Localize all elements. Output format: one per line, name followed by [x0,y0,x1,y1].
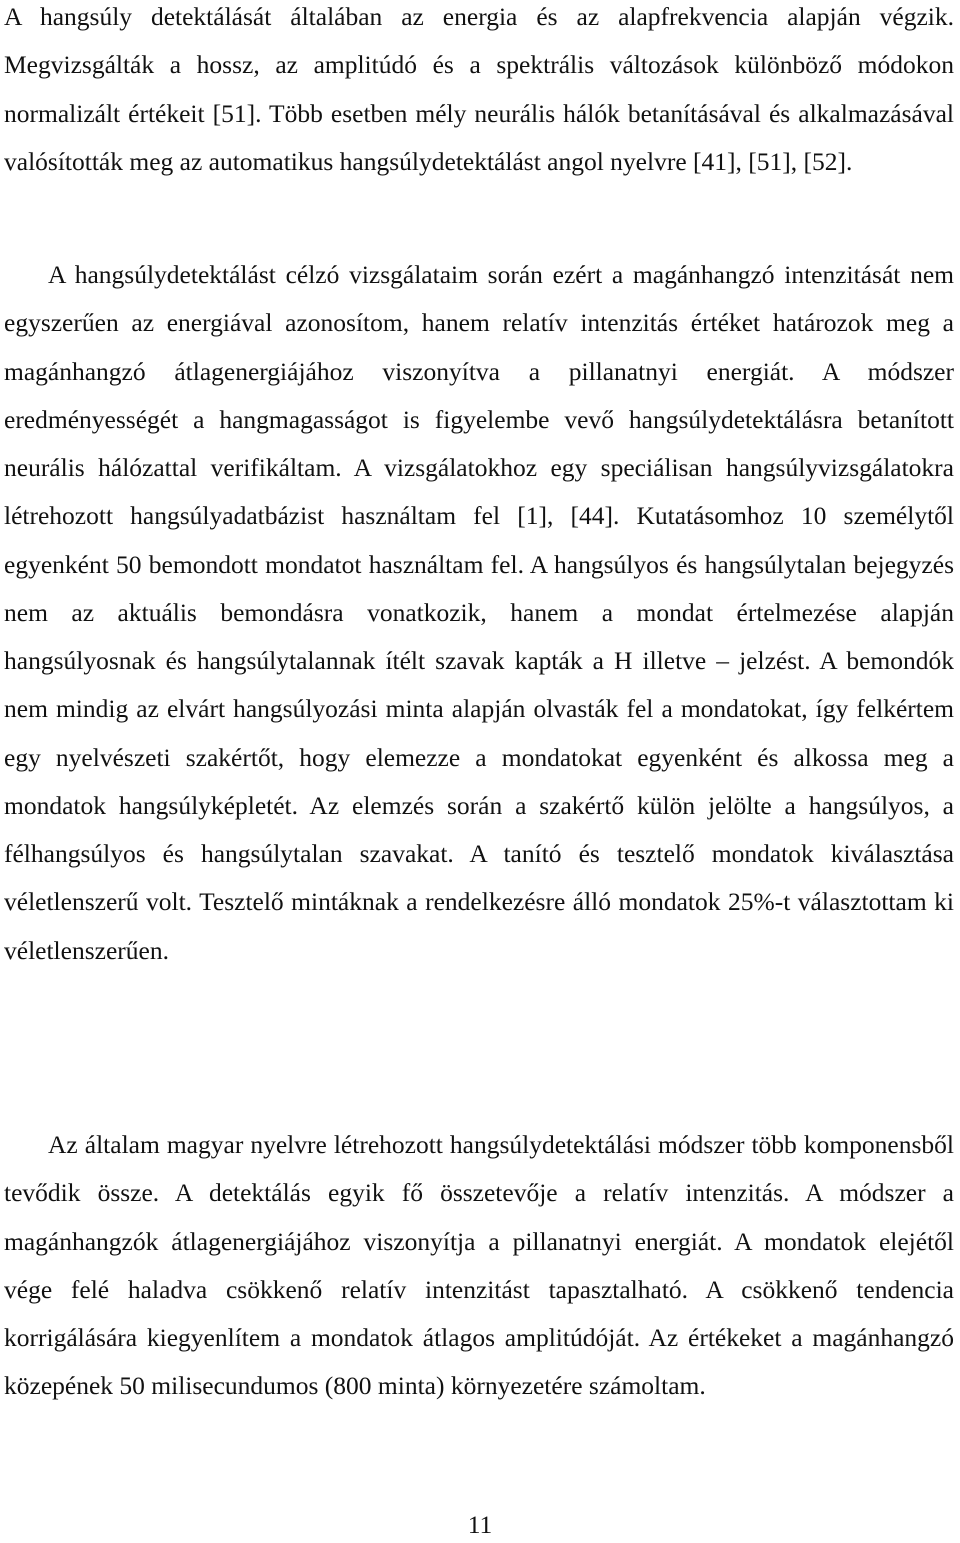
page-number: 11 [467,1510,493,1539]
paragraph-method-components: Az általam magyar nyelvre létrehozott hangsúlydetektálási módszer több komponensből tevődik össze. A detektálás egyik fő összetevője a relatív intenzitás. A módszer a magánhangzók átlagenergiájához viszonyítja a pillanatnyi energiát. A mondatok elejétől vége felé haladva csökkenő relatív intenzitást tapasztalható. A csökkenő tendencia korrigálására kiegyenlítem a mondatok átlagos amplitúdóját. Az értékeket a magánhangzó közepének 50 milisecundumos (800 minta) környezetére számoltam. [4,1130,954,1401]
paragraph-stress-detection-background: A hangsúly detektálását általában az energia és az alapfrekvencia alapján végzik. Megvizsgálták a hossz, az amplitúdó és a spektrális változások különböző módokon normalizált értékeit [51]. Több esetben mély neurális hálók betanításával és alkalmazásával valósították meg az automatikus hangsúlydetektálást angol nyelvre [41], [51], [52]. [4,2,954,176]
paragraph-own-investigation: A hangsúlydetektálást célzó vizsgálataim során ezért a magánhangzó intenzitását nem egyszerűen az energiával azonosítom, hanem relatív intenzitás értéket határozok meg a magánhangzó átlagenergiájához viszonyítva a pillanatnyi energiát. A módszer eredményességét a hangmagasságot is figyelembe vevő hangsúlydetektálásra betanított neurális hálózattal verifikáltam. A vizsgálatokhoz egy speciálisan hangsúlyvizsgálatokra létrehozott hangsúlyadatbázist használtam fel [1], [44]. Kutatásomhoz 10 személytől egyenként 50 bemondott mondatot használtam fel. A hangsúlyos és hangsúlytalan bejegyzés nem az aktuális bemondásra vonatkozik, hanem a mondat értelmezése alapján hangsúlyosnak és hangsúlytalannak ítélt szavak kapták a H illetve – jelzést. A bemondók nem mindig az elvárt hangsúlyozási minta alapján olvasták fel a mondatokat, így felkértem egy nyelvészeti szakértőt, hogy elemezze a mondatokat egyenként és alkossa meg a mondatok hangsúlyképletét. Az elemzés során a szakértő külön jelölte a hangsúlyos, a félhangsúlyos és hangsúlytalan szavakat. A tanító és tesztelő mondatok kiválasztása véletlenszerű volt. Tesztelő mintáknak a rendelkezésre álló mondatok 25%-t választottam ki véletlenszerűen. [4,260,954,965]
